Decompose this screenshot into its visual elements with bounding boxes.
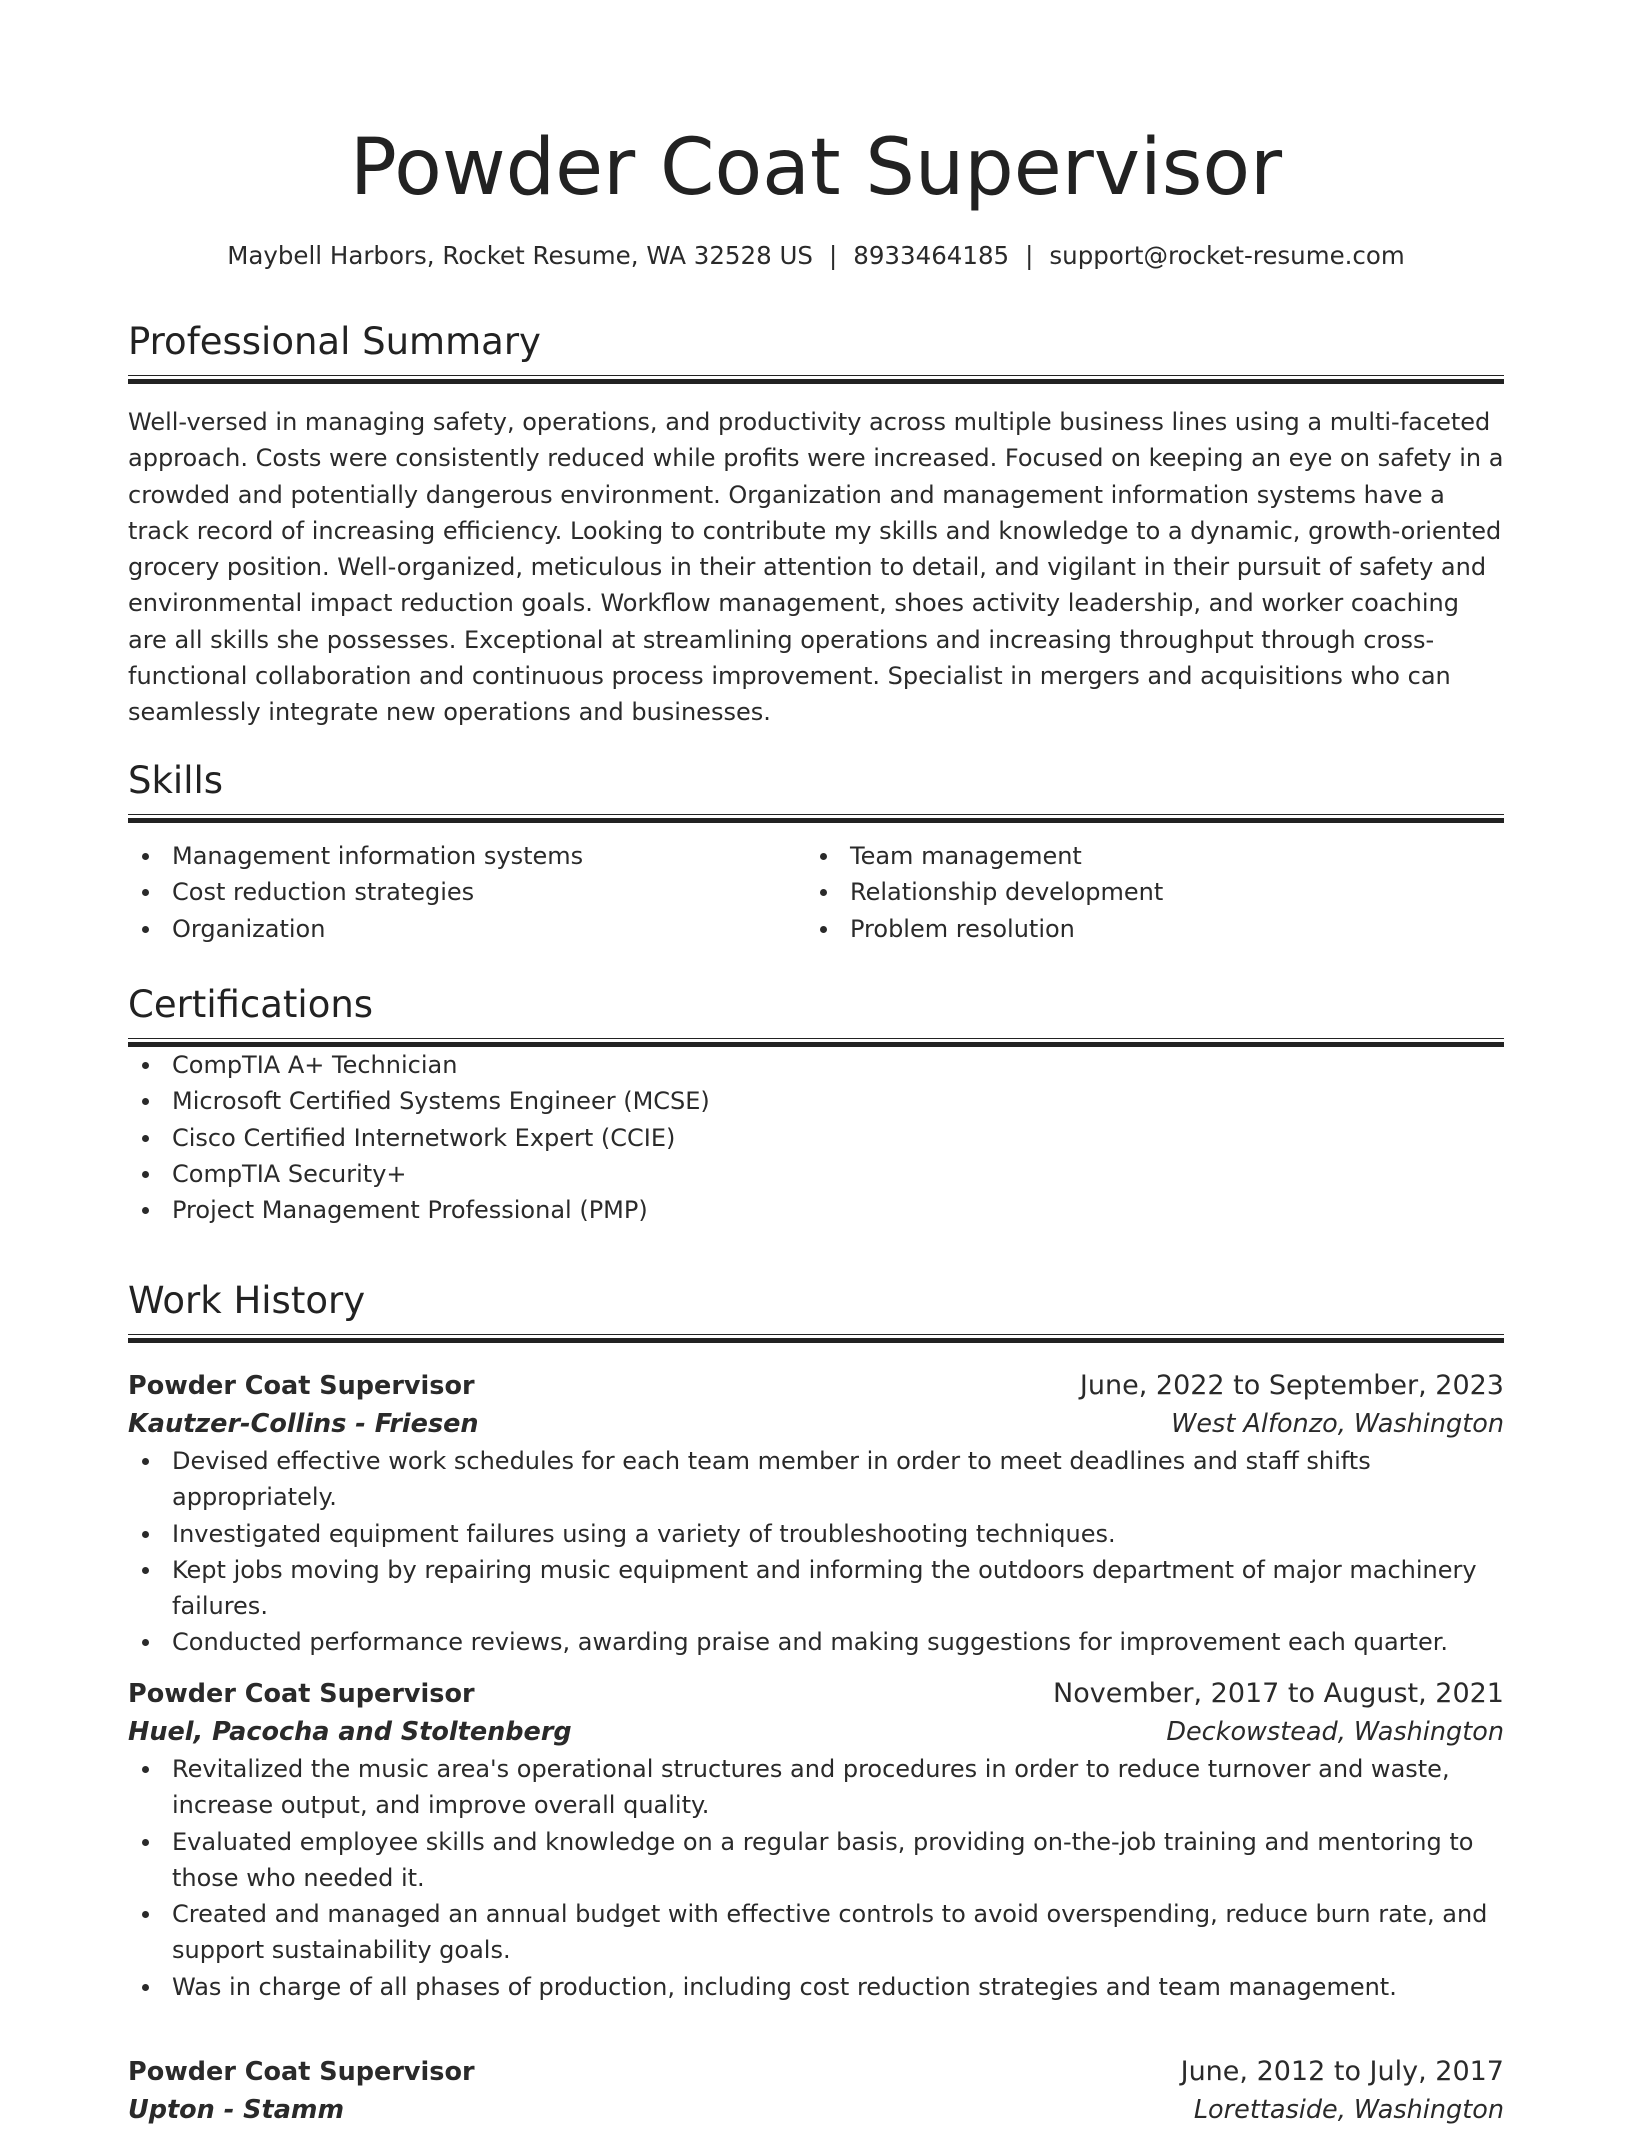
job-company-row <box>128 1713 1504 1751</box>
summary-section <box>128 318 1504 731</box>
job-location: Deckowstead, Washington <box>1166 1717 1504 1747</box>
job-company: Upton - Stamm <box>128 2095 345 2125</box>
job-header-row <box>128 1675 1504 1713</box>
job-title: Powder Coat Supervisor <box>128 1679 475 1709</box>
contact-separator: | <box>828 241 838 270</box>
job-dates: June, 2022 to September, 2023 <box>1079 1370 1504 1401</box>
skill-item: Cost reduction strategies <box>128 874 806 910</box>
job-bullet: Was in charge of all phases of production, including cost reduction strategies and team management. <box>128 1969 1504 2005</box>
resume-name: Powder Coat Supervisor <box>349 123 1283 213</box>
job-location: West Alfonzo, Washington <box>1171 1409 1504 1439</box>
job-company-row <box>128 1405 1504 1443</box>
skills-section <box>128 757 1504 947</box>
work-history-section <box>128 1277 1504 1343</box>
skills-grid <box>128 838 1504 947</box>
job-dates: November, 2017 to August, 2021 <box>1053 1678 1504 1709</box>
job-bullet: Conducted performance reviews, awarding praise and making suggestions for improvement each quarter. <box>128 1624 1504 1660</box>
contact-email: support@rocket-resume.com <box>1049 241 1405 270</box>
job-company-row <box>128 2091 1504 2129</box>
certifications-section <box>128 981 1504 1228</box>
job-location: Lorettaside, Washington <box>1193 2095 1504 2125</box>
contact-separator: | <box>1025 241 1034 270</box>
job-entry <box>128 2053 1504 2129</box>
skill-item: Management information systems <box>128 838 806 874</box>
job-bullet: Evaluated employee skills and knowledge on a regular basis, providing on-the-job training and mentoring to those who needed it. <box>128 1824 1504 1897</box>
job-bullet-list <box>128 1443 1504 1661</box>
skill-item: Relationship development <box>806 874 1484 910</box>
job-company: Kautzer-Collins - Friesen <box>128 1409 479 1439</box>
contact-line <box>128 238 1504 274</box>
certification-item: CompTIA Security+ <box>128 1156 1504 1192</box>
section-divider <box>128 1334 1504 1343</box>
certifications-list <box>128 1047 1504 1228</box>
certification-item: CompTIA A+ Technician <box>128 1047 1504 1083</box>
job-bullet: Devised effective work schedules for each team member in order to meet deadlines and staff shifts appropriately. <box>128 1443 1504 1516</box>
certification-item: Microsoft Certified Systems Engineer (MCSE) <box>128 1083 1504 1119</box>
summary-text: Well-versed in managing safety, operations, and productivity across multiple business lines using a multi-faceted approach. Costs were consistently reduced while profits were increased. Focused on keeping an eye on safety in a crowded and potentially dangerous environment. Organization and management information systems have a track record of increasing efficiency. Looking to contribute my skills and knowledge to a dynamic, growth-oriented grocery position. Well-organized, meticulous in their attention to detail, and vigilant in their pursuit of safety and environmental impact reduction goals. Workflow management, shoes activity leadership, and worker coaching are all skills she possesses. Exceptional at streamlining operations and increasing throughput through cross-functional collaboration and continuous process improvement. Specialist in mergers and acquisitions who can seamlessly integrate new operations and businesses. <box>128 408 1504 727</box>
contact-phone: 8933464185 <box>853 241 1010 270</box>
contact-address: Maybell Harbors, Rocket Resume, WA 32528 US <box>227 241 813 270</box>
section-title-work-history: Work History <box>128 1279 366 1322</box>
job-dates: June, 2012 to July, 2017 <box>1180 2056 1504 2087</box>
job-entry <box>128 1675 1504 2005</box>
job-bullet: Created and managed an annual budget with effective controls to avoid overspending, reduce burn rate, and support sustainability goals. <box>128 1896 1504 1969</box>
certification-item: Cisco Certified Internetwork Expert (CCIE) <box>128 1120 1504 1156</box>
job-bullet: Revitalized the music area's operational structures and procedures in order to reduce turnover and waste, increase output, and improve overall quality. <box>128 1751 1504 1824</box>
job-bullet: Investigated equipment failures using a variety of troubleshooting techniques. <box>128 1516 1504 1552</box>
skills-column-right <box>806 838 1484 947</box>
skill-item: Team management <box>806 838 1484 874</box>
skill-item: Problem resolution <box>806 911 1484 947</box>
job-header-row <box>128 1367 1504 1405</box>
section-title-summary: Professional Summary <box>128 320 541 363</box>
job-bullet-list <box>128 1751 1504 2005</box>
section-divider <box>128 1038 1504 1047</box>
certification-item: Project Management Professional (PMP) <box>128 1192 1504 1228</box>
section-divider <box>128 375 1504 384</box>
skill-item: Organization <box>128 911 806 947</box>
section-title-certifications: Certifications <box>128 983 374 1026</box>
job-bullet: Kept jobs moving by repairing music equipment and informing the outdoors department of major machinery failures. <box>128 1552 1504 1625</box>
job-entry <box>128 1367 1504 1661</box>
section-divider <box>128 814 1504 823</box>
job-header-row <box>128 2053 1504 2091</box>
section-title-skills: Skills <box>128 759 224 802</box>
job-company: Huel, Pacocha and Stoltenberg <box>128 1717 572 1747</box>
skills-column-left <box>128 838 806 947</box>
job-title: Powder Coat Supervisor <box>128 1371 475 1401</box>
job-title: Powder Coat Supervisor <box>128 2057 475 2087</box>
